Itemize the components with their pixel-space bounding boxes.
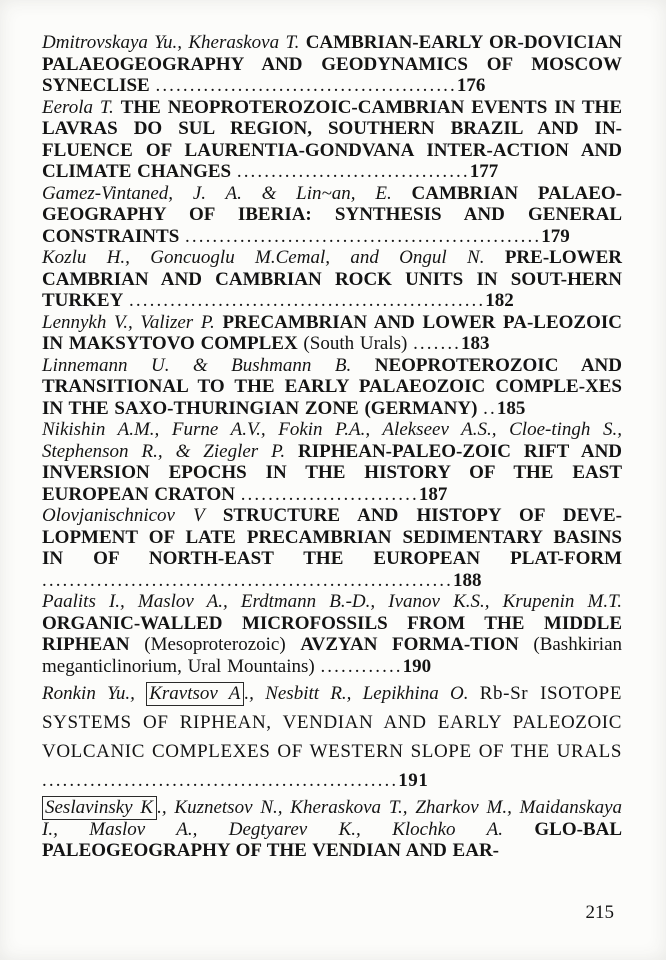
entry-authors: Olovjanischnicov V bbox=[42, 505, 205, 526]
entry-authors: ., Nesbitt R., Lepikhina O. bbox=[244, 683, 469, 704]
dot-leader: .................................................... bbox=[185, 225, 542, 247]
entry-authors: Eerola T. bbox=[42, 96, 114, 118]
dot-leader: .................................................... bbox=[129, 290, 486, 311]
toc-entry bbox=[42, 247, 622, 312]
dot-leader: .................................. bbox=[236, 161, 470, 182]
entry-authors: Ronkin Yu., bbox=[42, 683, 135, 704]
dot-leader: ............................................ bbox=[155, 75, 457, 96]
toc-entry bbox=[42, 355, 622, 420]
page-number: 215 bbox=[585, 902, 614, 923]
entry-page-number: 176 bbox=[456, 75, 486, 96]
entry-authors: Dmitrovskaya Yu., Kheraskova T. bbox=[42, 32, 300, 53]
entry-authors: Nikishin A.M., Furne A.V., Fokin P.A., Alekseev A.S., Cloe-tingh S., Stephenson R., & Ziegler P. bbox=[42, 419, 622, 462]
entry-title: PRE-LOWER CAMBRIAN AND CAMBRIAN ROCK UNITS IN SOUT-HERN TURKEY bbox=[42, 247, 623, 311]
dot-leader: .. bbox=[483, 397, 497, 419]
entry-authors: Linnemann U. & Bushmann B. bbox=[42, 354, 352, 376]
entry-title: NEOPROTEROZOIC AND TRANSITIONAL TO THE EARLY PALAEOZOIC COMPLE-XES IN THE SAXO-THURINGIAN ZONE (GERMANY) bbox=[42, 354, 623, 419]
entry-title: PRECAMBRIAN AND LOWER PA-LEOZOIC IN MAKSYTOVO COMPLEX bbox=[42, 311, 622, 354]
entry-title-note: (South Urals) bbox=[303, 333, 408, 354]
entry-title-note: (Bashkirian meganticlinorium, Ural Mountains) bbox=[42, 634, 623, 677]
entry-title: AVZYAN FORMA-TION bbox=[300, 634, 519, 655]
entry-title: STRUCTURE AND HISTOPY OF DEVE-LOPMENT OF LATE PRECAMBRIAN SEDIMENTARY BASINS IN OF NORTH-EAST THE EUROPEAN PLAT-FORM bbox=[42, 505, 622, 569]
toc-entry bbox=[42, 32, 622, 97]
entry-authors: Kozlu H., Goncuoglu M.Cemal, and Ongul N. bbox=[42, 247, 485, 268]
toc-entry bbox=[42, 312, 622, 355]
entry-page-number: 185 bbox=[496, 397, 526, 419]
entry-authors: ., Kuznetsov N., Kheraskova T., Zharkov M., Maidanskaya I., Maslov A., Degtyarev K., Klochko A. bbox=[42, 797, 622, 840]
entry-title: RIPHEAN-PALEO-ZOIC RIFT AND INVERSION EPOCHS IN THE HISTORY OF THE EAST EUROPEAN CRATON bbox=[42, 440, 623, 505]
dot-leader: .......................... bbox=[240, 483, 419, 505]
entry-page-number: 191 bbox=[398, 770, 429, 791]
dot-leader: ....... bbox=[413, 333, 462, 354]
entry-page-number: 179 bbox=[541, 225, 570, 247]
entry-page-number: 190 bbox=[402, 655, 432, 677]
entry-page-number: 187 bbox=[418, 483, 448, 505]
boxed-author-annotation: Kravtsov A bbox=[146, 682, 244, 706]
toc-entry bbox=[42, 97, 622, 183]
entry-title: ORGANIC-WALLED MICROFOSSILS FROM THE MIDDLE RIPHEAN bbox=[42, 612, 622, 655]
entry-title: CAMBRIAN PALAEO-GEOGRAPHY OF IBERIA: SYNTHESIS AND GENERAL CONSTRAINTS bbox=[42, 182, 622, 247]
entry-page-number: 183 bbox=[461, 333, 490, 354]
entry-page-number: 188 bbox=[453, 569, 482, 591]
dot-leader: .................................................... bbox=[42, 770, 399, 791]
toc-entry bbox=[42, 419, 622, 505]
dot-leader: ............ bbox=[320, 655, 403, 677]
entry-title-note: (Mesoproterozoic) bbox=[144, 634, 286, 655]
entry-page-number: 182 bbox=[485, 290, 514, 311]
entry-page-number: 177 bbox=[469, 161, 499, 182]
toc-entry bbox=[42, 591, 622, 677]
toc-entry bbox=[42, 679, 622, 795]
entry-authors: Lennykh V., Valizer P. bbox=[42, 311, 215, 333]
entry-title: THE NEOPROTEROZOIC-CAMBRIAN EVENTS IN THE LAVRAS DO SUL REGION, SOUTHERN BRAZIL AND IN-FLUENCE OF LAURENTIA-GONDVANA INTER-ACTION AND CLIMATE CHANGES bbox=[42, 96, 622, 182]
entry-authors: Paalits I., Maslov A., Erdtmann B.-D., Ivanov K.S., Krupenin M.T. bbox=[42, 591, 622, 612]
entry-title: CAMBRIAN-EARLY OR-DOVICIAN PALAEOGEOGRAPHY AND GEODYNAMICS OF MOSCOW SYNECLISE bbox=[42, 32, 623, 96]
toc-entry bbox=[42, 183, 622, 248]
entry-title: Rb-Sr ISOTOPE SYSTEMS OF RIPHEAN, VENDIAN AND EARLY PALEOZOIC VOLCANIC COMPLEXES OF WESTERN SLOPE OF THE URALS bbox=[42, 683, 623, 762]
toc-entry bbox=[42, 797, 622, 862]
entry-authors: Gamez-Vintaned, J. A. & Lin~an, E. bbox=[42, 182, 392, 204]
toc-entry bbox=[42, 505, 622, 591]
boxed-author-annotation: Seslavinsky K bbox=[42, 796, 157, 820]
entry-title: GLO-BAL PALEOGEOGRAPHY OF THE VENDIAN AND EAR- bbox=[42, 818, 622, 861]
dot-leader: ............................................................ bbox=[42, 569, 453, 591]
